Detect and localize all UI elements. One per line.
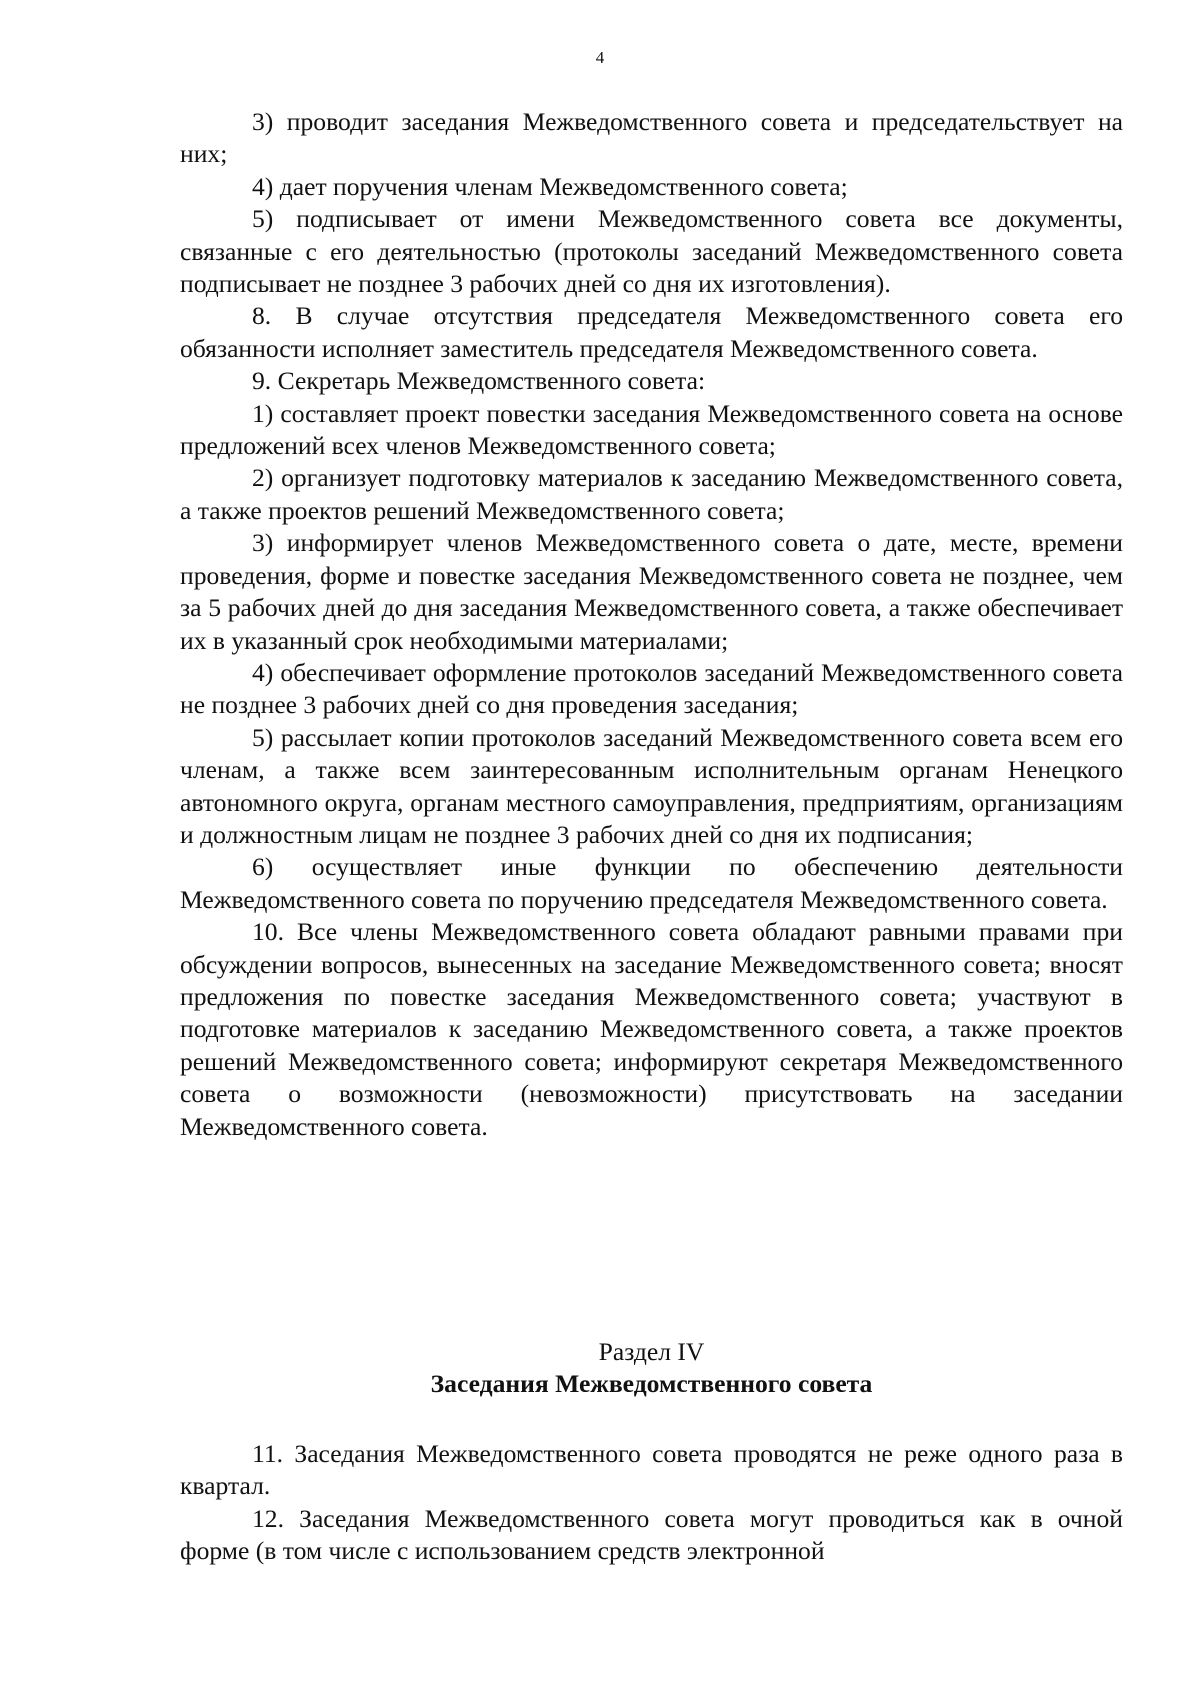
page-number: 4 — [595, 48, 605, 67]
paragraph-10-members-rights: 10. Все члены Межведомственного совета обладают равными правами при обсуждении вопросов, вынесенных на заседание Межведомственного совета; вносят предложения по повестке заседания Межведомственного совета; участвуют в подготовке материалов к заседанию Межведомственного совета, а также проектов решений Межведомственного совета; информируют секретаря Межведомственного совета о возможности (невозможности) присутствовать на заседании Межведомственного совета. — [180, 917, 1123, 1141]
paragraph-12-meeting-forms: 12. Заседания Межведомственного совета могут проводиться как в очной форме (в том числе с использованием средств электронной — [180, 1503, 1123, 1566]
paragraph-9-3-informs-members: 3) информирует членов Межведомственного совета о дате, месте, времени проведения, форме и повестке заседания Межведомственного совета не позднее, чем за 5 рабочих дней до дня заседания Межведомственного совета, а также обеспечивает их в указанный срок необходимыми материалами; — [180, 528, 1123, 655]
paragraph-3-chair-conducts-meetings: 3) проводит заседания Межведомственного совета и председательствует на них; — [180, 107, 1123, 169]
paragraph-9-5-distributes-copies: 5) рассылает копии протоколов заседаний Межведомственного совета всем его членам, а также всем заинтересованным исполнительным органам Ненецкого автономного округа, органам местного самоуправления, предприятиям, организациям и должностным лицам не позднее 3 рабочих дней со дня их подписания; — [180, 722, 1123, 849]
paragraph-9-1-agenda: 1) составляет проект повестки заседания Межведомственного совета на основе предложений всех членов Межведомственного совета; — [180, 398, 1123, 461]
paragraph-11-meeting-frequency: 11. Заседания Межведомственного совета проводятся не реже одного раза в квартал. — [180, 1439, 1123, 1501]
paragraph-9-6-other-functions: 6) осуществляет иные функции по обеспечению деятельности Межведомственного совета по поручению председателя Межведомственного совета. — [180, 852, 1123, 914]
body-text-before-section — [180, 106, 1123, 1143]
paragraph-9-2-materials: 2) организует подготовку материалов к заседанию Межведомственного совета, а также проектов решений Межведомственного совета; — [180, 463, 1123, 525]
paragraph-5-chair-signs-documents: 5) подписывает от имени Межведомственного совета все документы, связанные с его деятельностью (протоколы заседаний Межведомственного совета подписывает не позднее 3 рабочих дней со дня их изготовления). — [180, 204, 1123, 299]
section-heading — [180, 1336, 1123, 1401]
paragraph-8-deputy-chair: 8. В случае отсутствия председателя Межведомственного совета его обязанности исполняет заместитель председателя Межведомственного совета. — [180, 301, 1123, 363]
paragraph-4-chair-gives-instructions: 4) дает поручения членам Межведомственного совета; — [252, 171, 848, 201]
section-title: Заседания Межведомственного совета — [430, 1369, 873, 1399]
body-text-after-section — [180, 1438, 1123, 1568]
section-label: Раздел IV — [598, 1337, 705, 1366]
paragraph-9-secretary: 9. Секретарь Межведомственного совета: — [252, 366, 706, 396]
paragraph-9-4-protocols: 4) обеспечивает оформление протоколов заседаний Межведомственного совета не позднее 3 рабочих дней со дня проведения заседания; — [180, 657, 1123, 720]
